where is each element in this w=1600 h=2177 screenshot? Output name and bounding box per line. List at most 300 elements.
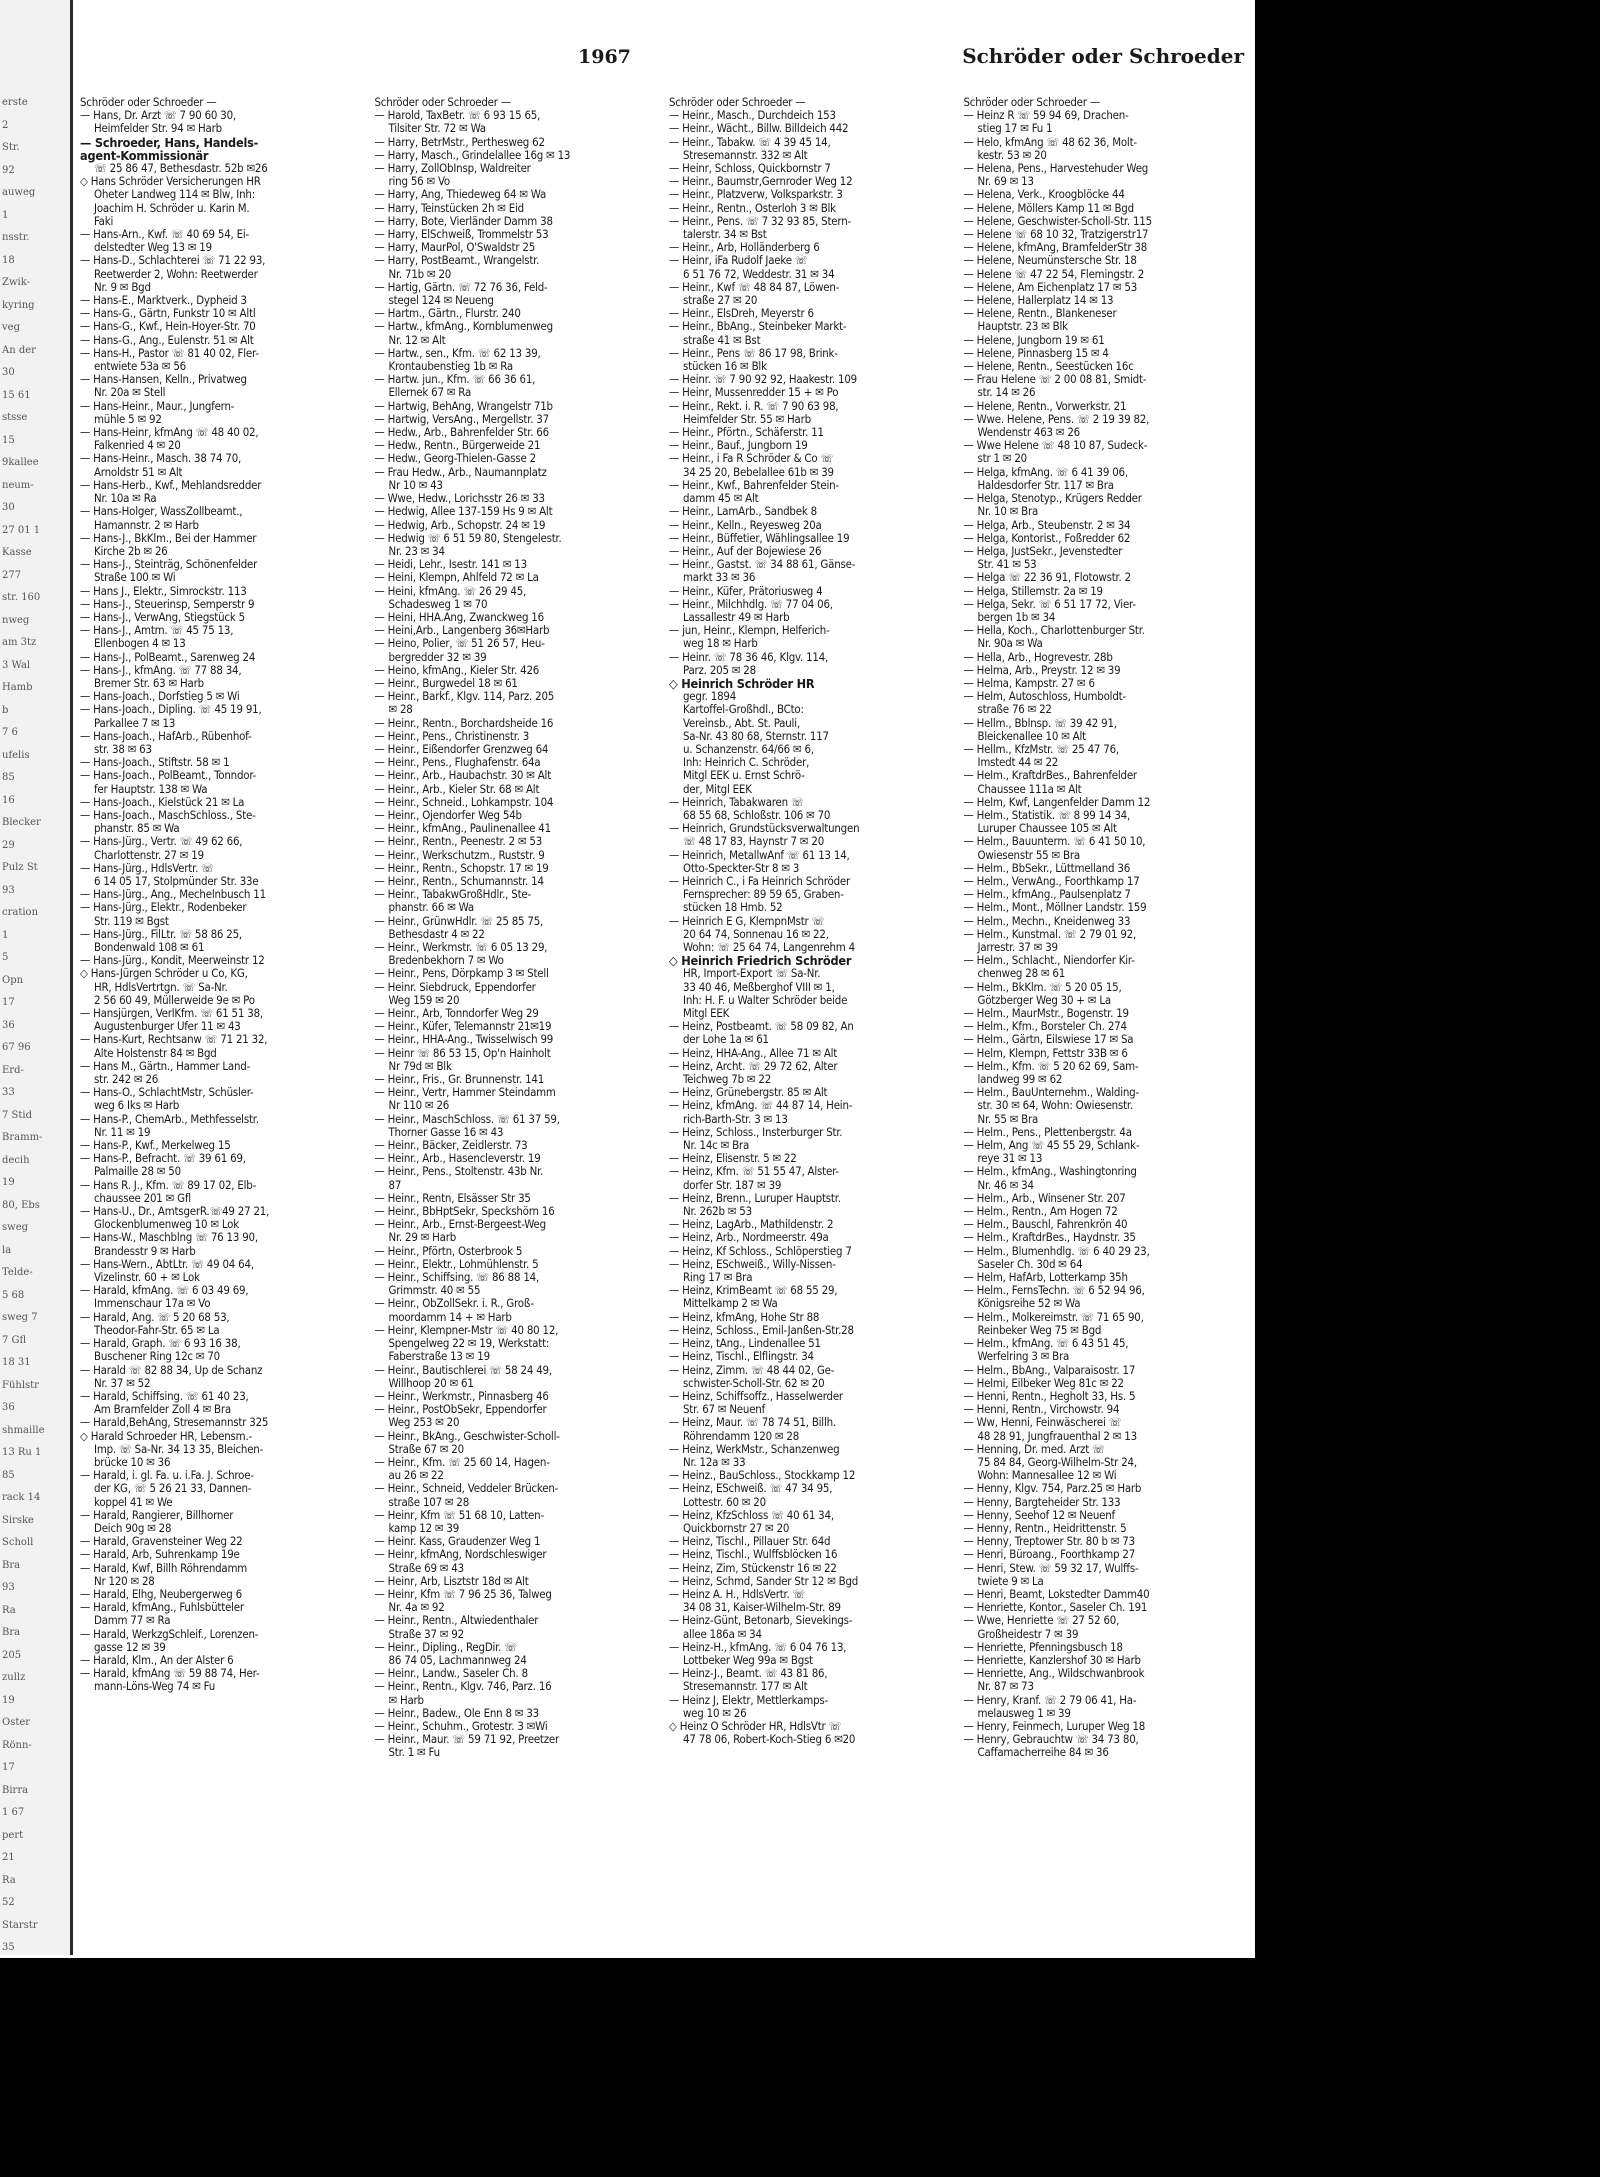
directory-entry-line: — Helma, Kampstr. 27 ✉ 6 (963, 675, 1095, 690)
directory-entry-line: — Helga, Stillemstr. 2a ✉ 19 (963, 583, 1103, 598)
directory-entry-line: Palmaille 28 ✉ 50 (94, 1164, 181, 1179)
directory-entry-line: — Heinr, Mussenredder 15 + ✉ Po (669, 385, 839, 400)
directory-entry-line: — Schroeder, Hans, Handels- (80, 134, 259, 150)
directory-entry-line: — Hedwig, Arb., Schopstr. 24 ✉ 19 (374, 517, 546, 532)
directory-entry-line: — Helene ☏ 68 10 32, Tratzigerstr17 (963, 227, 1149, 242)
directory-entry-line: Tilsiter Str. 72 ✉ Wa (388, 121, 486, 136)
directory-entry-line: Werfelring 3 ✉ Bra (977, 1349, 1070, 1364)
directory-entry-line: — Heinz., BauSchloss., Stockkamp 12 (669, 1468, 856, 1483)
directory-entry-line: — Hans-Heinr., Maur., Jungfern- (80, 398, 235, 413)
directory-entry-line: — Henriette, Kontor., Saseler Ch. 191 (963, 1600, 1148, 1615)
directory-entry-line: Luruper Chaussee 105 ✉ Alt (977, 821, 1117, 836)
directory-entry-line: — Helga, kfmAng. ☏ 6 41 39 06, (963, 464, 1128, 479)
directory-entry-line: Nr. 69 ✉ 13 (977, 174, 1034, 189)
directory-entry-line: — Heinr., Arb, Tonndorfer Weg 29 (374, 1006, 539, 1021)
margin-fragment: 30 (2, 367, 15, 378)
directory-entry-line: — Hans-J., Amtm. ☏ 45 75 13, (80, 623, 234, 638)
directory-entry-line: — Wwe, Hedw., Lorichsstr 26 ✉ 33 (374, 491, 545, 506)
directory-entry-line: — Hans-O., SchlachtMstr, Schüsler- (80, 1085, 254, 1100)
directory-entry-line: — Heinz, Grünebergstr. 85 ✉ Alt (669, 1085, 828, 1100)
directory-entry-line: — Hans-J., kfmAng. ☏ 77 88 34, (80, 662, 242, 677)
directory-entry-line: Röhrendamm 120 ✉ 28 (683, 1428, 800, 1443)
directory-entry-line: Inh: H. F. u Walter Schröder beide (683, 992, 848, 1007)
directory-entry-line: ring 56 ✉ Vo (388, 174, 450, 189)
margin-fragment: 19 (2, 1177, 15, 1188)
directory-entry-line: — Heino, kfmAng., Kieler Str. 426 (374, 662, 540, 677)
directory-entry-line: — Harald, Kwf, Billh Röhrendamm (80, 1560, 248, 1575)
directory-entry-line: weg 6 Iks ✉ Harb (94, 1098, 180, 1113)
directory-entry-line: — Helm., VerwAng., Foorthkamp 17 (963, 873, 1140, 888)
directory-entry-line: — Hans-G., Gärtn, Funkstr 10 ✉ Altl (80, 306, 256, 321)
directory-entry-line: — Helm., kfmAng., Washingtonring (963, 1164, 1137, 1179)
margin-fragment: 5 (2, 952, 9, 963)
margin-fragment: nsstr. (2, 232, 30, 243)
directory-entry-line: — Hans-P., Kwf., Merkelweg 15 (80, 1138, 231, 1153)
directory-entry-line: — Helma, Arb., Preystr. 12 ✉ 39 (963, 662, 1121, 677)
directory-entry-line: — Wwe Helene ☏ 48 10 87, Sudeck- (963, 438, 1148, 453)
margin-fragment: sweg (2, 1222, 29, 1233)
directory-entry-line: — Heinz, WerkMstr., Schanzenweg (669, 1441, 840, 1456)
directory-entry-line: Ellernek 67 ✉ Ra (388, 385, 472, 400)
directory-entry-line: — Helm, Kwf, Langenfelder Damm 12 (963, 794, 1151, 809)
directory-entry-line: — Heinr., Landw., Saseler Ch. 8 (374, 1666, 528, 1681)
directory-entry-line: — Hella, Arb., Hogrevestr. 28b (963, 649, 1113, 664)
directory-entry-line: — Heinr., Rentn., Klgv. 746, Parz. 16 (374, 1679, 552, 1694)
directory-entry-line: — Heinr., Rekt. i. R. ☏ 7 90 63 98, (669, 398, 839, 413)
margin-fragment: Zwik- (2, 277, 30, 288)
directory-entry-line: u. Schanzenstr. 64/66 ✉ 6, (683, 741, 814, 756)
directory-entry-line: — Heinr., Rentn, Elsässer Str 35 (374, 1190, 531, 1205)
directory-entry-line: — Heinz, tAng., Lindenallee 51 (669, 1336, 821, 1351)
directory-entry-line: — Helene, Rentn., Vorwerkstr. 21 (963, 398, 1127, 413)
directory-entry-line: — Henning, Dr. med. Arzt ☏ (963, 1441, 1105, 1456)
directory-entry-line: der KG, ☏ 5 26 21 33, Dannen- (94, 1481, 252, 1496)
margin-fragment: 7 6 (2, 727, 18, 738)
directory-entry-line: ◇ Hans Schröder Versicherungen HR (80, 174, 261, 189)
directory-entry-line: — Helene, Pinnasberg 15 ✉ 4 (963, 345, 1109, 360)
directory-entry-line: — Hedwig ☏ 6 51 59 80, Stengelestr. (374, 530, 562, 545)
directory-entry-line: — Heinr., Pens., Christinenstr. 3 (374, 728, 530, 743)
directory-entry-line: — Hartig, Gärtn. ☏ 72 76 36, Feld- (374, 279, 548, 294)
directory-entry-line: — Hans-D., Schlachterei ☏ 71 22 93, (80, 253, 266, 268)
directory-entry-line: Heimfelder Str. 55 ✉ Harb (683, 411, 811, 426)
margin-fragment: 5 68 (2, 1289, 25, 1301)
directory-entry-line: weg 10 ✉ 26 (683, 1705, 747, 1720)
margin-fragment: am 3tz (2, 637, 37, 648)
directory-entry-line: Charlottenstr. 27 ✉ 19 (94, 847, 204, 862)
directory-entry-line: — Hans-Heinr., Masch. 38 74 70, (80, 451, 242, 466)
directory-entry-line: Nr. 71b ✉ 20 (388, 266, 452, 281)
margin-fragment: 2 (2, 119, 9, 131)
directory-entry-line: Reinbeker Weg 75 ✉ Bgd (977, 1322, 1102, 1337)
directory-entry-line: — Helm., Bauunterm. ☏ 6 41 50 10, (963, 834, 1146, 849)
directory-entry-line: Nr. 12 ✉ Alt (388, 332, 446, 347)
directory-entry-line: — Helm., Mont., Möllner Landstr. 159 (963, 900, 1147, 915)
directory-entry-line: — Hans-J., Steinträg, Schönenfelder (80, 557, 258, 572)
directory-entry-line: straße 27 ✉ 20 (683, 293, 758, 308)
directory-entry-line: — Hans-Heinr, kfmAng ☏ 48 40 02, (80, 425, 259, 440)
directory-entry-line: Vizelinstr. 60 + ✉ Lok (94, 1270, 200, 1285)
directory-entry-line: — Henriette, Pfenningsbusch 18 (963, 1639, 1123, 1654)
directory-entry-line: — Heinr, Arb, Lisztstr 18d ✉ Alt (374, 1573, 529, 1588)
directory-entry-line: Hauptstr. 23 ✉ Blk (977, 319, 1068, 334)
directory-entry-line: Chaussee 111a ✉ Alt (977, 781, 1082, 796)
directory-entry-line: — Hans R. J., Kfm. ☏ 89 17 02, Elb- (80, 1177, 257, 1192)
directory-entry-line: — Heinr., Kwf ☏ 48 84 87, Löwen- (669, 279, 840, 294)
directory-entry-line: — Heinz A. H., HdlsVertr. ☏ (669, 1586, 806, 1601)
directory-entry-line: — Hans-Jürg., FilLtr. ☏ 58 86 25, (80, 926, 242, 941)
directory-entry-line: — Harry, Teinstücken 2h ✉ Eid (374, 200, 524, 215)
directory-column-4 (964, 96, 1249, 1760)
directory-entry-line: — Heinr., Büffetier, Wählingsallee 19 (669, 530, 850, 545)
directory-entry-line: — Heinr., kfmAng., Paulinenallee 41 (374, 821, 551, 836)
directory-entry-line: Nr 79d ✉ Blk (388, 1058, 452, 1073)
directory-entry-line: Teichweg 7b ✉ 22 (683, 1072, 772, 1087)
margin-fragment: 80, Ebs (2, 1199, 40, 1211)
directory-entry-line: — Ww, Henni, Feinwäscherei ☏ (963, 1415, 1122, 1430)
directory-entry-line: — Heinr, Klempner-Mstr ☏ 40 80 12, (374, 1322, 559, 1337)
directory-entry-line: Großheidestr 7 ✉ 39 (977, 1626, 1079, 1641)
directory-entry-line: str. 38 ✉ 63 (94, 741, 152, 756)
directory-entry-line: — Hella, Koch., Charlottenburger Str. (963, 623, 1145, 638)
directory-entry-line: — Harry, ElSchweiß, Trommelstr 53 (374, 227, 549, 242)
directory-entry-line: — Heinr., Küfer, Telemannstr 21✉19 (374, 1019, 552, 1034)
directory-entry-line: — Helene, Geschwister-Scholl-Str. 115 (963, 213, 1152, 228)
margin-fragment: Telde- (2, 1267, 33, 1278)
margin-fragment: Opn (2, 974, 24, 986)
directory-entry-line: — Heinr., Fris., Gr. Brunnenstr. 141 (374, 1072, 545, 1087)
directory-entry-line: fer Hauptstr. 138 ✉ Wa (94, 781, 208, 796)
directory-entry-line: Saseler Ch. 30d ✉ 64 (977, 1256, 1083, 1271)
directory-entry-line: — Wwe, Henriette ☏ 27 52 60, (963, 1613, 1120, 1628)
directory-entry-line: — Frau Hedw., Arb., Naumannplatz (374, 464, 547, 479)
directory-entry-line: Wendenstr 463 ✉ 26 (977, 425, 1080, 440)
directory-entry-line: — Heinz, Brenn., Luruper Hauptstr. (669, 1190, 841, 1205)
directory-entry-line: Bondenwald 108 ✉ 61 (94, 940, 205, 954)
column-heading: Schröder oder Schroeder — (374, 95, 511, 109)
directory-entry-line: dorfer Str. 187 ✉ 39 (683, 1177, 782, 1192)
directory-entry-line: — Heinr. ☏ 7 90 92 92, Haakestr. 109 (669, 372, 857, 387)
directory-entry-line: — Heinr., HHA-Ang., Twisselwisch 99 (374, 1032, 554, 1047)
directory-entry-line: — Hans J., Elektr., Simrockstr. 113 (80, 583, 247, 598)
margin-fragment: 7 Gfl (2, 1334, 27, 1346)
directory-entry-line: Haldesdorfer Str. 117 ✉ Bra (977, 477, 1114, 492)
directory-entry-line: — Helo, kfmAng ☏ 48 62 36, Molt- (963, 134, 1137, 149)
directory-entry-line: — Harald, Ang. ☏ 5 20 68 53, (80, 1309, 230, 1324)
margin-fragment: 85 (2, 772, 15, 783)
margin-fragment: 36 (2, 1019, 15, 1031)
directory-entry-line: Lassallestr 49 ✉ Harb (683, 609, 790, 624)
directory-entry-line: — Helene, Rentn., Blankeneser (963, 306, 1117, 321)
directory-entry-line: — Frau Helene ☏ 2 00 08 81, Smidt- (963, 372, 1147, 387)
directory-entry-line: — Heinz, kfmAng, Hohe Str 88 (669, 1309, 820, 1324)
directory-entry-line: — Heinz, Zimm. ☏ 48 44 02, Ge- (669, 1362, 835, 1377)
directory-entry-line: bergredder 32 ✉ 39 (388, 649, 487, 664)
directory-entry-line: Sa-Nr. 43 80 68, Sternstr. 117 (683, 728, 829, 743)
directory-entry-line: str 1 ✉ 20 (977, 451, 1027, 466)
scan-border-bottom (0, 1958, 1255, 2177)
directory-entry-line: — Hartw., kfmAng., Kornblumenweg (374, 319, 553, 334)
directory-entry-line: — Hartwig, VersAng., Mergellstr. 37 (374, 411, 549, 426)
margin-fragment: 15 (2, 434, 15, 446)
directory-entry-line: — Heinr., Rentn., Borchardsheide 16 (374, 715, 554, 730)
directory-entry-line: — Hans-J., Steuerinsp, Semperstr 9 (80, 596, 255, 611)
margin-fragment: 19 (2, 1694, 15, 1706)
directory-entry-line: — Heinrich, Grundstücksverwaltungen (669, 821, 860, 836)
directory-entry-line: Straße 37 ✉ 92 (388, 1626, 464, 1641)
directory-entry-line: 34 25 20, Bebelallee 61b ✉ 39 (683, 464, 834, 479)
margin-fragment: 93 (2, 1582, 15, 1593)
margin-fragment: Kasse (2, 547, 32, 558)
directory-entry-line: — Hans-Arn., Kwf. ☏ 40 69 54, Ei- (80, 227, 250, 242)
directory-entry-line: Weg 159 ✉ 20 (388, 992, 460, 1007)
directory-entry-line: — Heinr., ObZollSekr. i. R., Groß- (374, 1296, 534, 1311)
directory-entry-line: — Harry, Masch., Grindelallee 16g ✉ 13 (374, 147, 571, 162)
directory-entry-line: — Helm., kfmAng., Paulsenplatz 7 (963, 887, 1131, 902)
directory-entry-line: Bleickenallee 10 ✉ Alt (977, 728, 1086, 743)
directory-entry-line: — Heinr., Kfm. ☏ 25 60 14, Hagen- (374, 1454, 550, 1469)
directory-entry-line: Jarrestr. 37 ✉ 39 (977, 940, 1058, 954)
directory-entry-line: — Heinr, Schloss, Quickbornstr 7 (669, 161, 831, 176)
directory-entry-line: — Helm., BbAng., Valparaisostr. 17 (963, 1362, 1136, 1377)
directory-entry-line: — Helm, Klempn, Fettstr 33B ✉ 6 (963, 1045, 1128, 1060)
margin-fragment: 36 (2, 1402, 15, 1413)
directory-entry-line: — Hans-Joach., Stiftstr. 58 ✉ 1 (80, 755, 230, 770)
directory-entry-line: — Harry, MaurPol, O'Swaldstr 25 (374, 240, 536, 255)
column-heading: Schröder oder Schroeder — (80, 95, 217, 109)
directory-entry-line: — Hans-Joach., Dorfstieg 5 ✉ Wi (80, 689, 240, 704)
directory-entry-line: — Heinr., Eißendorfer Grenzweg 64 (374, 741, 549, 756)
margin-fragment: kyring (2, 299, 35, 311)
directory-entry-line: — Hans-Joach., HafArb., Rübenhof- (80, 728, 252, 743)
directory-entry-line: — Heinr., Tabakw. ☏ 4 39 45 14, (669, 134, 831, 149)
directory-entry-line: — Heinz, ESchweiß., Willy-Nissen- (669, 1256, 836, 1271)
directory-entry-line: — Hellm., Bblnsp. ☏ 39 42 91, (963, 715, 1117, 730)
directory-entry-line: — Heinr., Rentn., Schumannstr. 14 (374, 873, 544, 888)
margin-fragment: 93 (2, 884, 15, 896)
margin-fragment: Bra (2, 1559, 21, 1571)
margin-fragment: 1 (2, 209, 9, 221)
directory-entry-line: Str. 119 ✉ Bgst (94, 913, 169, 928)
directory-entry-line: Nr. 20a ✉ Stell (94, 385, 166, 400)
directory-entry-line: melausweg 1 ✉ 39 (977, 1705, 1071, 1720)
directory-entry-line: — Heinr., TabakwGroßHdlr., Ste- (374, 887, 531, 902)
margin-fragment: ufelis (2, 749, 30, 761)
margin-fragment: auweg (2, 187, 36, 198)
directory-entry-line: — Heinr., Masch., Durchdeich 153 (669, 108, 836, 123)
directory-entry-line: Imstedt 44 ✉ 22 (977, 755, 1059, 770)
margin-fragment: Oster (2, 1717, 31, 1728)
directory-entry-line: — Heinr., Pförtn, Osterbrook 5 (374, 1243, 523, 1258)
column-heading: Schröder oder Schroeder — (669, 95, 806, 109)
directory-entry-line: — Heinr., Ojendorfer Weg 54b (374, 807, 522, 822)
directory-entry-line: Nr. 14c ✉ Bra (683, 1138, 750, 1153)
directory-entry-line: — Heinr., Badew., Ole Enn 8 ✉ 33 (374, 1705, 539, 1720)
directory-entry-line: — Henriette, Kanzlershof 30 ✉ Harb (963, 1652, 1141, 1667)
directory-entry-line: — Heinz, Tischl., Pillauer Str. 64d (669, 1534, 831, 1549)
margin-fragment: rack 14 (2, 1492, 41, 1503)
margin-fragment: 9kallee (2, 457, 39, 468)
directory-entry-line: stücken 16 ✉ Blk (683, 359, 767, 374)
directory-entry-line: — Helm., Gärtn, Eilswiese 17 ✉ Sa (963, 1032, 1134, 1047)
margin-fragment: 1 67 (2, 1807, 25, 1818)
directory-entry-line: — Henny, Klgv. 754, Parz.25 ✉ Harb (963, 1481, 1142, 1496)
directory-entry-line: 75 84 84, Georg-Wilhelm-Str 24, (977, 1454, 1137, 1469)
directory-entry-line: HR, Import-Export ☏ Sa-Nr. (683, 966, 821, 981)
directory-entry-line: Nr. 4a ✉ 92 (388, 1600, 445, 1615)
directory-entry-line: Theodor-Fahr-Str. 65 ✉ La (94, 1322, 220, 1337)
margin-fragment: 17 (2, 997, 15, 1008)
directory-entry-line: straße 76 ✉ 22 (977, 702, 1052, 717)
directory-entry-line: Grimmstr. 40 ✉ 55 (388, 1283, 481, 1298)
directory-entry-line: Str. 67 ✉ Neuenf (683, 1402, 766, 1417)
directory-entry-line: — Heinr., Milchhdlg. ☏ 77 04 06, (669, 596, 833, 611)
directory-entry-line: — Helm., kfmAng. ☏ 6 43 51 45, (963, 1336, 1129, 1351)
directory-entry-line: — Henni, Rentn., Hegholt 33, Hs. 5 (963, 1388, 1136, 1403)
directory-entry-line: Nr. 29 ✉ Harb (388, 1230, 457, 1245)
directory-entry-line: delstedter Weg 13 ✉ 19 (94, 240, 212, 255)
directory-entry-line: — Helm, HafArb, Lotterkamp 35h (963, 1270, 1128, 1285)
directory-entry-line: — Heinz, Schloss., Insterburger Str. (669, 1124, 843, 1139)
directory-entry-line: — Heinr., Rentn., Peenestr. 2 ✉ 53 (374, 834, 543, 849)
directory-entry-line: — Heinr, Kfm ☏ 7 96 25 36, Talweg (374, 1586, 552, 1601)
directory-entry-line: — Harald, kfmAng ☏ 59 88 74, Her- (80, 1666, 260, 1681)
directory-entry-line: damm 45 ✉ Alt (683, 491, 759, 506)
directory-entry-line: — Hans, Dr. Arzt ☏ 7 90 60 30, (80, 108, 236, 123)
directory-entry-line: — Heini,Arb., Langenberg 36✉Harb (374, 623, 550, 638)
directory-entry-line: — Helene, Rentn., Seestücken 16c (963, 359, 1134, 374)
margin-fragment: Bra (2, 1627, 21, 1638)
directory-entry-line: ◇ Heinrich Friedrich Schröder (669, 953, 852, 969)
directory-entry-line: ✉ 28 (388, 702, 413, 717)
directory-entry-line: — Heinz-Günt, Betonarb, Sievekings- (669, 1613, 853, 1628)
directory-entry-line: — Helm., BbSekr., Lüttmelland 36 (963, 860, 1131, 875)
directory-entry-line: — Heino, Polier, ☏ 51 26 57, Heu- (374, 636, 545, 651)
directory-entry-line: — Helm., Arb., Winsener Str. 207 (963, 1190, 1126, 1205)
directory-entry-line: ✉ Harb (388, 1692, 424, 1707)
directory-entry-line: — Heinr., Burgwedel 18 ✉ 61 (374, 675, 518, 690)
directory-entry-line: Nr. 11 ✉ 19 (94, 1124, 151, 1139)
margin-fragment: 16 (2, 794, 15, 806)
directory-entry-line: — Heinr., i Fa R Schröder & Co ☏ (669, 451, 834, 466)
directory-entry-line: — Heinr., BkAng., Geschwister-Scholl- (374, 1428, 560, 1443)
directory-entry-line: — Heinz, LagArb., Mathildenstr. 2 (669, 1217, 834, 1232)
directory-entry-line: — Helm, Ang ☏ 45 55 29, Schlank- (963, 1138, 1140, 1153)
directory-entry-line: 48 28 91, Jungfrauenthal 2 ✉ 13 (977, 1428, 1137, 1443)
directory-entry-line: — Harry, ZollObInsp, Waldreiter (374, 161, 531, 176)
margin-fragment: Str. (2, 142, 20, 153)
directory-entry-line: — Heinr., Küfer, Prätoriusweg 4 (669, 583, 823, 598)
directory-entry-line: Joachim H. Schröder u. Karin M. (94, 200, 250, 215)
margin-fragment: 7 Stid (2, 1109, 33, 1121)
directory-entry-line: — Helene, kfmAng, BramfelderStr 38 (963, 240, 1148, 255)
directory-entry-line: Kirche 2b ✉ 26 (94, 543, 168, 558)
margin-fragment: 1 (2, 929, 9, 941)
directory-entry-line: — Heini, HHA.Ang, Zwanckweg 16 (374, 609, 544, 624)
directory-entry-line: — Heinz-H., kfmAng. ☏ 6 04 76 13, (669, 1639, 847, 1654)
margin-fragment: 13 Ru 1 (2, 1447, 42, 1458)
directory-entry-line: — Hans-Herb., Kwf., Mehlandsredder (80, 477, 262, 492)
directory-entry-line: — Harald, Rangierer, Billhorner (80, 1507, 234, 1522)
directory-entry-line: Königsreihe 52 ✉ Wa (977, 1296, 1081, 1311)
directory-entry-line: — Hedwig, Allee 137-159 Hs 9 ✉ Alt (374, 504, 553, 519)
directory-entry-line: ☏ 48 17 83, Haynstr 7 ✉ 20 (683, 834, 825, 849)
directory-entry-line: — Heinz, KrimBeamt ☏ 68 55 29, (669, 1283, 838, 1298)
directory-entry-line: Damm 77 ✉ Ra (94, 1613, 171, 1628)
directory-entry-line: — Hartwig, BehAng, Wrangelstr 71b (374, 398, 553, 413)
directory-entry-line: ◇ Heinrich Schröder HR (669, 675, 815, 691)
directory-entry-line: talerstr. 34 ✉ Bst (683, 227, 767, 242)
directory-entry-line: — Hans-Wern., AbtLtr. ☏ 49 04 64, (80, 1256, 254, 1271)
directory-entry-line: Krontaubenstieg 1b ✉ Ra (388, 359, 513, 374)
directory-entry-line: — Heinr., Schneid, Veddeler Brücken- (374, 1481, 559, 1496)
margin-fragment: veg (2, 322, 20, 333)
directory-entry-line: — Heinz, Kfm. ☏ 51 55 47, Alster- (669, 1164, 839, 1179)
directory-entry-line: — Hans-G., Ang., Eulenstr. 51 ✉ Alt (80, 332, 254, 347)
directory-entry-line: — Harald, Klm., An der Alster 6 (80, 1652, 234, 1667)
directory-entry-line: — Heinr., Pens., Flughafenstr. 64a (374, 755, 541, 770)
directory-entry-line: Mitgl EEK (683, 1006, 730, 1021)
directory-entry-line: — Heinr., Platzverw, Volksparkstr. 3 (669, 187, 843, 202)
directory-entry-line: rich-Barth-Str. 3 ✉ 13 (683, 1111, 788, 1126)
directory-entry-line: kamp 12 ✉ 39 (388, 1520, 460, 1535)
margin-fragment: cration (2, 907, 39, 918)
directory-entry-line: — Hans-W., Maschblng ☏ 76 13 90, (80, 1230, 258, 1245)
directory-entry-line: — Helm., Blumenhdlg. ☏ 6 40 29 23, (963, 1243, 1150, 1258)
directory-entry-line: Alte Holstenstr 84 ✉ Bgd (94, 1045, 217, 1060)
directory-entry-line: — Heini, Klempn, Ahlfeld 72 ✉ La (374, 570, 539, 585)
directory-entry-line: HR, HdlsVertrtgn. ☏ Sa-Nr. (94, 979, 228, 994)
directory-entry-line: Glockenblumenweg 10 ✉ Lok (94, 1217, 239, 1232)
directory-entry-line: — Heinr., Auf der Bojewiese 26 (669, 543, 822, 558)
margin-fragment: 21 (2, 1852, 15, 1863)
directory-entry-line: — Hans-P., ChemArb., Methfesselstr. (80, 1111, 259, 1126)
directory-entry-line: Inh: Heinrich C. Schröder, (683, 755, 810, 770)
directory-entry-line: Mittelkamp 2 ✉ Wa (683, 1296, 778, 1311)
directory-entry-line: — Heinz-J., Beamt. ☏ 43 81 86, (669, 1666, 828, 1681)
directory-entry-line: Nr. 87 ✉ 73 (977, 1679, 1034, 1694)
directory-entry-line: — Hans-Joach., Dipling. ☏ 45 19 91, (80, 702, 262, 717)
directory-entry-line: — Helm., Kunstmal. ☏ 2 79 01 92, (963, 926, 1137, 941)
directory-entry-line: Imp. ☏ Sa-Nr. 34 13 35, Bleichen- (94, 1441, 264, 1456)
directory-entry-line: — Heinr., Kwf., Bahrenfelder Stein- (669, 477, 839, 492)
directory-entry-line: markt 33 ✉ 36 (683, 570, 756, 585)
directory-entry-line: — Hans-Hansen, Kelln., Privatweg (80, 372, 247, 387)
directory-entry-line: — Harald,BehAng, Stresemannstr 325 (80, 1415, 269, 1430)
margin-fragment: 67 96 (2, 1042, 31, 1053)
directory-entry-line: — Heinr., Arb., Haubachstr. 30 ✉ Alt (374, 768, 552, 783)
directory-entry-line: — Helm., BauUnternehm., Walding- (963, 1085, 1139, 1100)
directory-entry-line: — Heinr., Arb., Ernst-Bergeest-Weg (374, 1217, 546, 1232)
directory-entry-line: — Heinr., LamArb., Sandbek 8 (669, 504, 817, 519)
directory-entry-line: ◇ Harald Schroeder HR, Lebensm.- (80, 1428, 253, 1443)
directory-entry-line: — Henri, Beamt, Lokstedter Damm40 (963, 1586, 1150, 1601)
directory-entry-line: — Helm., Bauschl, Fahrenkrön 40 (963, 1217, 1128, 1232)
directory-entry-line: ☏ 25 86 47, Bethesdastr. 52b ✉26 (94, 161, 268, 176)
margin-fragment: 52 (2, 1897, 15, 1908)
directory-entry-line: Augustenburger Ufer 11 ✉ 43 (94, 1019, 241, 1034)
directory-entry-line: twiete 9 ✉ La (977, 1573, 1044, 1588)
margin-fragment: 30 (2, 502, 15, 513)
margin-fragment: 18 31 (2, 1357, 31, 1368)
directory-entry-line: — Helm., KraftdrBes., Haydnstr. 35 (963, 1230, 1136, 1245)
directory-entry-line: — Harald, i. gl. Fa. u. i.Fa. J. Schroe- (80, 1468, 254, 1483)
directory-entry-line: — Helm., MaurMstr., Bogenstr. 19 (963, 1006, 1129, 1021)
directory-entry-line: 33 40 46, Meßberghof VIII ✉ 1, (683, 979, 835, 994)
directory-entry-line: str. 14 ✉ 26 (977, 385, 1036, 400)
directory-entry-line: kestr. 53 ✉ 20 (977, 147, 1047, 162)
margin-fragment: stsse (2, 412, 28, 423)
